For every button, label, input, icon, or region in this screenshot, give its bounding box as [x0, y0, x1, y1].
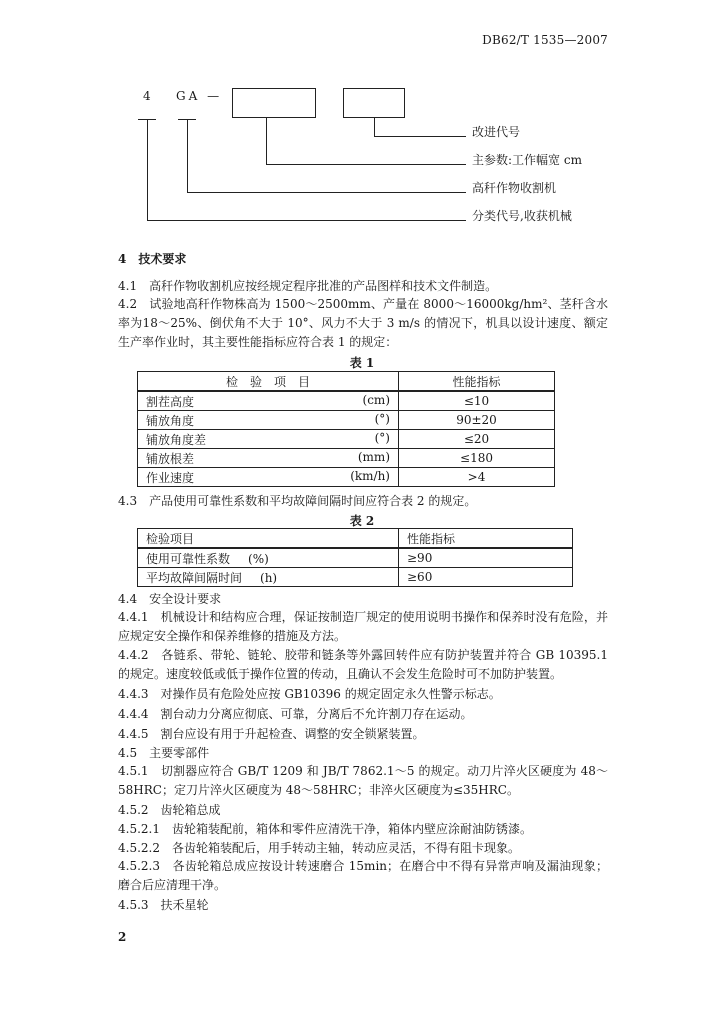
- row-value: ≥60: [399, 568, 573, 587]
- diagram-label-revision: 改进代号: [472, 125, 521, 139]
- table2-header-value: 性能指标: [399, 529, 573, 549]
- row-item: 使用可靠性系数: [146, 551, 231, 566]
- leader-horizontal: [266, 164, 466, 165]
- clause-4-5-1: 4.5.1 切割器应符合 GB/T 1209 和 JB/T 7862.1～5 的规定。动刀片淬火区硬度为 48～58HRC；定刀片淬火区硬度为 48～58HRC；非淬火区硬度为≤35HRC。: [118, 764, 608, 797]
- table1-header-item: 检 验 项 目: [138, 372, 399, 392]
- table2-caption: 表 2: [349, 514, 375, 528]
- param-box: [232, 88, 316, 118]
- clause-4-5-2-1: 4.5.2.1 齿轮箱装配前，箱体和零件应清洗干净，箱体内壁应涂耐油防锈漆。: [118, 822, 532, 836]
- model-code-digit: 4: [143, 89, 151, 103]
- row-value: ≤10: [399, 391, 555, 411]
- row-unit: (%): [248, 551, 269, 566]
- clause-4-5-2-3: 4.5.2.3 各齿轮箱总成应按设计转速磨合 15min；在磨合中不得有异常声响及漏油现象；磨合后应清理干净。: [118, 859, 608, 892]
- clause-4-4-5: 4.4.5 割台应设有用于升起检查、调整的安全锁紧装置。: [118, 727, 425, 741]
- clause-4-5: 4.5 主要零部件: [118, 746, 210, 760]
- leader-horizontal: [147, 220, 466, 221]
- row-unit: (km/h): [350, 468, 390, 483]
- row-item: 平均故障间隔时间: [146, 570, 243, 585]
- row-unit: (cm): [362, 392, 390, 407]
- table1-caption: 表 1: [349, 356, 375, 370]
- clause-4-4-1: 4.4.1 机械设计和结构应合理，保证按制造厂规定的使用说明书操作和保养时没有危险，并应规定安全操作和保养维修的措施及方法。: [118, 610, 608, 643]
- clause-4-2: 4.2 试验地高秆作物株高为 1500～2500mm、产量在 8000～16000kg/hm²、茎秆含水率为18～25%、倒伏角不大于 10°、风力不大于 3 m/s 的情况下，机具以设计速度、额定生产率作业时，其主要性能指标应符合表 1 的规定：: [118, 297, 608, 349]
- row-item: 铺放角度: [146, 413, 195, 428]
- diagram-label-category: 分类代号,收获机械: [472, 209, 572, 223]
- row-unit: (°): [374, 411, 390, 426]
- table-row: [138, 468, 555, 487]
- table-row: [138, 391, 555, 411]
- diagram-label-main-param: 主参数:工作幅宽 cm: [472, 153, 582, 167]
- row-item: 铺放角度差: [146, 432, 207, 447]
- clause-4-5-3: 4.5.3 扶禾星轮: [118, 898, 209, 912]
- clause-4-5-2: 4.5.2 齿轮箱总成: [118, 803, 221, 817]
- table-1: [137, 371, 555, 487]
- page-number: 2: [118, 930, 127, 944]
- revision-box: [343, 88, 405, 118]
- clause-4-4-3: 4.4.3 对操作员有危险处应按 GB10396 的规定固定永久性警示标志。: [118, 687, 501, 701]
- leader-vertical: [187, 120, 188, 192]
- clause-4-4-4: 4.4.4 割台动力分离应彻底、可靠，分离后不允许割刀存在运动。: [118, 707, 473, 721]
- model-code-diagram: [0, 0, 724, 240]
- table-row: [138, 449, 555, 468]
- row-value: ≤180: [399, 449, 555, 468]
- row-unit: (mm): [357, 449, 390, 464]
- leader-vertical: [374, 118, 375, 136]
- row-value: ≤20: [399, 430, 555, 449]
- row-value: ≥90: [399, 548, 573, 568]
- clause-4-1: 4.1 高秆作物收割机应按经规定程序批准的产品图样和技术文件制造。: [118, 279, 498, 293]
- table2-header-item: 检验项目: [138, 529, 399, 549]
- clause-4-4-2: 4.4.2 各链系、带轮、链轮、胶带和链条等外露回转件应有防护装置并符合 GB 10395.1 的规定。速度较低或低于操作位置的传动，且确认不会发生危险时可不加防护装置。: [118, 648, 608, 681]
- row-unit: (h): [260, 570, 278, 585]
- row-unit: (°): [374, 430, 390, 445]
- table-row: [138, 411, 555, 430]
- row-value: >4: [399, 468, 555, 487]
- row-item: 作业速度: [146, 470, 195, 485]
- clause-4-5-2-2: 4.5.2.2 各齿轮箱装配后，用手转动主轴，转动应灵活，不得有阻卡现象。: [118, 841, 520, 855]
- table-row: [138, 548, 573, 568]
- table-2: [137, 528, 573, 587]
- leader-horizontal: [187, 192, 466, 193]
- clause-4-3: 4.3 产品使用可靠性系数和平均故障间隔时间应符合表 2 的规定。: [118, 494, 477, 508]
- model-code-letters: GA —: [176, 89, 223, 103]
- row-item: 铺放根差: [146, 451, 195, 466]
- row-value: 90±20: [399, 411, 555, 430]
- leader-vertical: [266, 118, 267, 164]
- table-row: [138, 430, 555, 449]
- clause-4-4: 4.4 安全设计要求: [118, 592, 222, 606]
- table1-header-value: 性能指标: [399, 372, 555, 392]
- leader-vertical: [147, 120, 148, 220]
- section-heading: 4 技术要求: [118, 252, 187, 266]
- standard-code: DB62/T 1535—2007: [482, 33, 608, 47]
- table-row: [138, 568, 573, 587]
- row-item: 割茬高度: [146, 394, 195, 409]
- leader-horizontal: [374, 136, 466, 137]
- diagram-label-machine: 高秆作物收割机: [472, 181, 557, 195]
